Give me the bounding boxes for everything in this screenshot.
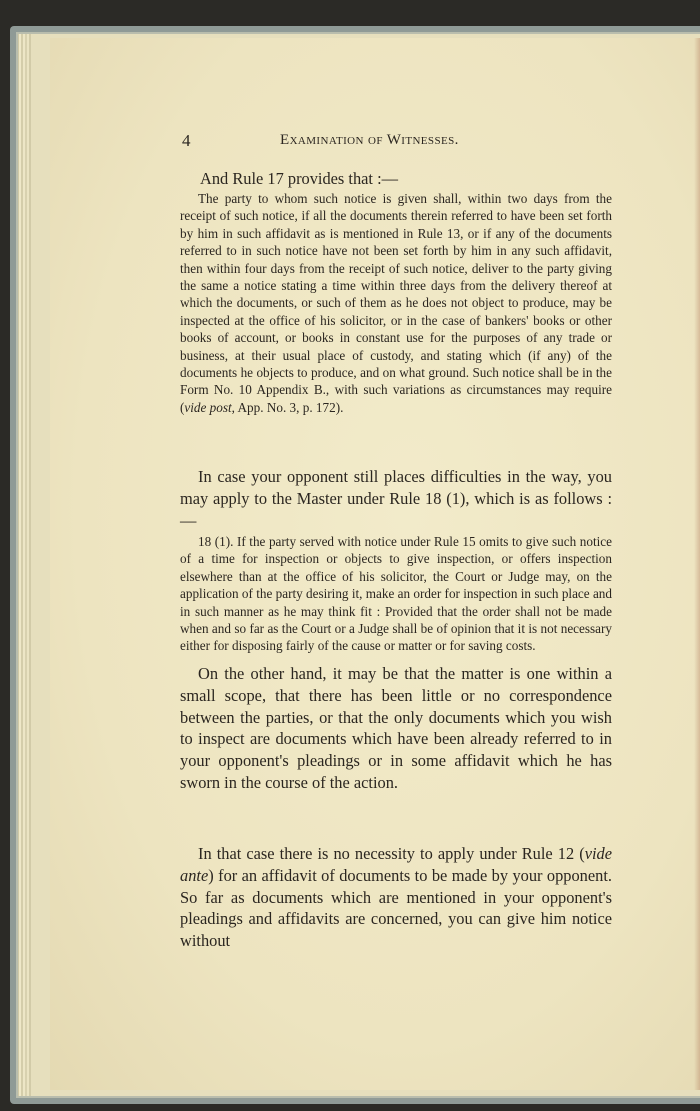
- running-head: [182, 131, 612, 153]
- paragraph-that-case-text: In that case there is no necessity to apply under Rule 12 (: [198, 844, 585, 863]
- paragraph-other-hand: On the other hand, it may be that the matter is one within a small scope, that there has been little or no correspondence between the parties, or that the only documents which you wish to inspect are documents which have been already referred to in your opponent's pleadings or in some affidavit which he has sworn in the course of the action.: [180, 664, 612, 792]
- intro-line: And Rule 17 provides that :—: [200, 169, 399, 188]
- paragraph-difficulties: In case your opponent still places difficulties in the way, you may apply to the Master under Rule 18 (1), which is as follows :—: [180, 467, 612, 530]
- page-number: 4: [182, 131, 191, 150]
- paragraph-that-case: [180, 843, 612, 952]
- running-head-title: Examination of Witnesses.: [280, 132, 459, 148]
- rule-17-reference: , App. No. 3, p. 172).: [231, 399, 344, 415]
- rule-17-text: The party to whom such notice is given shall, within two days from the receipt of such notice, if all the documents therein referred to have been set forth by him in such affidavit as is mentioned in Rule 13, or if any of the documents referred to in such notice have not been set forth by him in any such affidavit, then within four days from the receipt of such notice, deliver to the party giving the same a notice stating a time within three days from the delivery thereof at which the documents, or such of them as he does not object to produce, may be inspected at the office of his solicitor, or in the case of bankers' books or other books of account, or books in constant use for the purposes of any trade or business, at their usual place of custody, and stating which (if any) of the documents he objects to produce, and on what ground. Such notice shall be in the Form No. 10 Appendix B., with such variations as circumstances may require (: [180, 191, 612, 415]
- rule-17-quotation: [180, 190, 612, 416]
- rule-18-quotation: 18 (1). If the party served with notice under Rule 15 omits to give such notice of a time for inspection or objects to give inspection, or offers inspection elsewhere than at the office of his solicitor, the Court or Judge may, on the application of the party desiring it, make an order for inspection in such place and in such manner as he may think fit : Provided that the order shall not be made when and so far as the Court or a Judge shall be of opinion that it is not necessary either for disposing fairly of the cause or matter or for saving costs.: [180, 534, 612, 654]
- paragraph-that-case-rest: ) for an affidavit of documents to be made by your opponent. So far as documents which are mentioned in your opponent's pleadings and affidavits are concerned, you can give him notice without: [180, 865, 612, 951]
- paragraph-that-case-vide: vide ante: [180, 844, 612, 885]
- rule-17-vide: vide post: [184, 399, 232, 415]
